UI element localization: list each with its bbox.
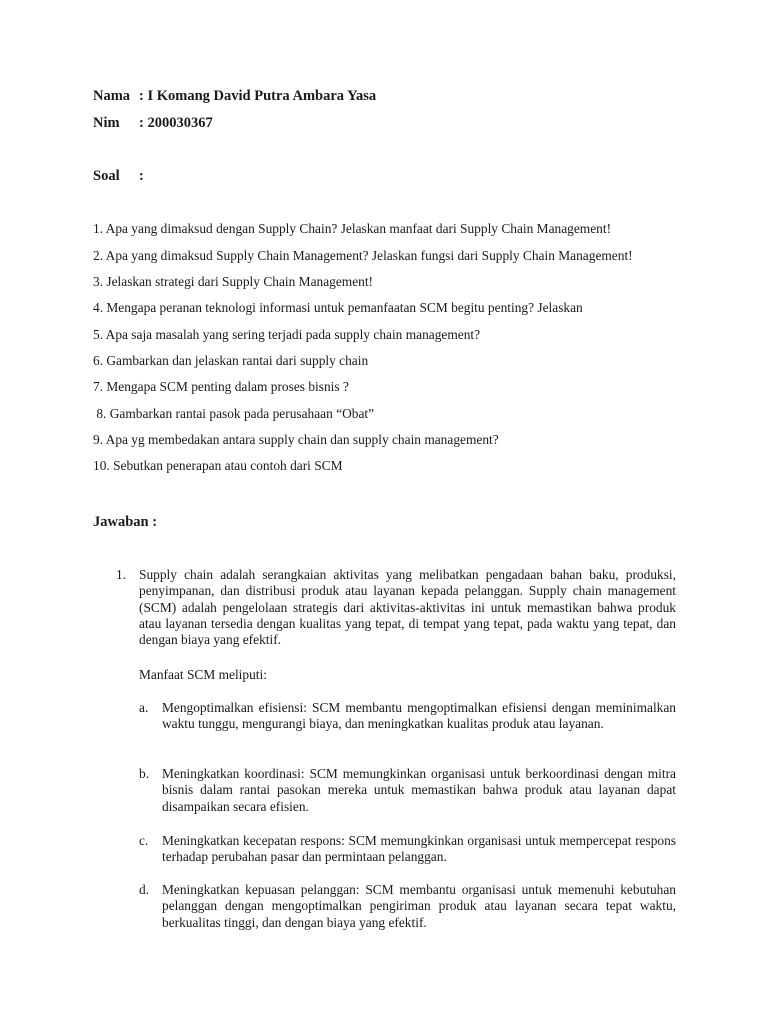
name-value: : I Komang David Putra Ambara Yasa: [139, 88, 377, 104]
question-1: 1. Apa yang dimaksud dengan Supply Chain? Jelaskan manfaat dari Supply Chain Management!: [93, 221, 612, 236]
question-2: 2. Apa yang dimaksud Supply Chain Management? Jelaskan fungsi dari Supply Chain Management!: [93, 248, 633, 263]
benefit-b-letter: b.: [139, 766, 150, 781]
name-label: Nama: [93, 88, 131, 104]
nim-value: : 200030367: [139, 115, 213, 131]
benefit-c-text: Meningkatkan kecepatan respons: SCM memungkinkan organisasi untuk mempercepat respons terhadap perubahan pasar dan permintaan pelanggan.: [162, 833, 676, 865]
answer-1-number: 1.: [116, 567, 127, 582]
benefit-b-text: Meningkatkan koordinasi: SCM memungkinkan organisasi untuk berkoordinasi dengan mitra bisnis dalam rantai pasokan mereka untuk memastikan bahwa produk atau layanan dapat disampaikan secara efisien.: [162, 766, 676, 814]
question-9: 9. Apa yg membedakan antara supply chain dan supply chain management?: [93, 432, 499, 447]
nim-label: Nim: [93, 115, 120, 131]
question-7: 7. Mengapa SCM penting dalam proses bisnis ?: [93, 379, 349, 394]
question-5: 5. Apa saja masalah yang sering terjadi pada supply chain management?: [93, 327, 481, 342]
manfaat-heading: Manfaat SCM meliputi:: [139, 667, 267, 682]
benefit-c-letter: c.: [139, 833, 149, 848]
benefit-a-text: Mengoptimalkan efisiensi: SCM membantu mengoptimalkan efisiensi dengan meminimalkan waktu tunggu, mengurangi biaya, dan meningkatkan kualitas produk atau layanan.: [162, 700, 676, 732]
soal-label: Soal: [93, 168, 120, 184]
question-10: 10. Sebutkan penerapan atau contoh dari SCM: [93, 458, 343, 473]
answer-1-paragraph: Supply chain adalah serangkaian aktivitas yang melibatkan pengadaan bahan baku, produksi, penyimpanan, dan distribusi produk atau layanan kepada pelanggan. Supply chain management (SCM) adalah pengelolaan strategis dari aktivitas-aktivitas ini untuk memastikan bahwa produk atau layanan tersedia dengan kualitas yang tepat, di tempat yang tepat, pada waktu yang tepat, dan dengan biaya yang efektif.: [139, 567, 676, 648]
question-8: 8. Gambarkan rantai pasok pada perusahaan “Obat”: [93, 406, 375, 421]
question-4: 4. Mengapa peranan teknologi informasi untuk pemanfaatan SCM begitu penting? Jelaskan: [93, 300, 583, 315]
benefit-d-letter: d.: [139, 882, 150, 897]
soal-colon: :: [139, 168, 144, 184]
jawaban-label: Jawaban :: [93, 514, 158, 530]
question-3: 3. Jelaskan strategi dari Supply Chain Management!: [93, 274, 374, 289]
question-6: 6. Gambarkan dan jelaskan rantai dari supply chain: [93, 353, 369, 368]
benefit-a-letter: a.: [139, 700, 149, 715]
benefit-d-text: Meningkatkan kepuasan pelanggan: SCM membantu organisasi untuk memenuhi kebutuhan pelanggan dengan mengoptimalkan pengiriman produk atau layanan secara tepat waktu, berkualitas tinggi, dan dengan biaya yang efektif.: [162, 882, 676, 930]
